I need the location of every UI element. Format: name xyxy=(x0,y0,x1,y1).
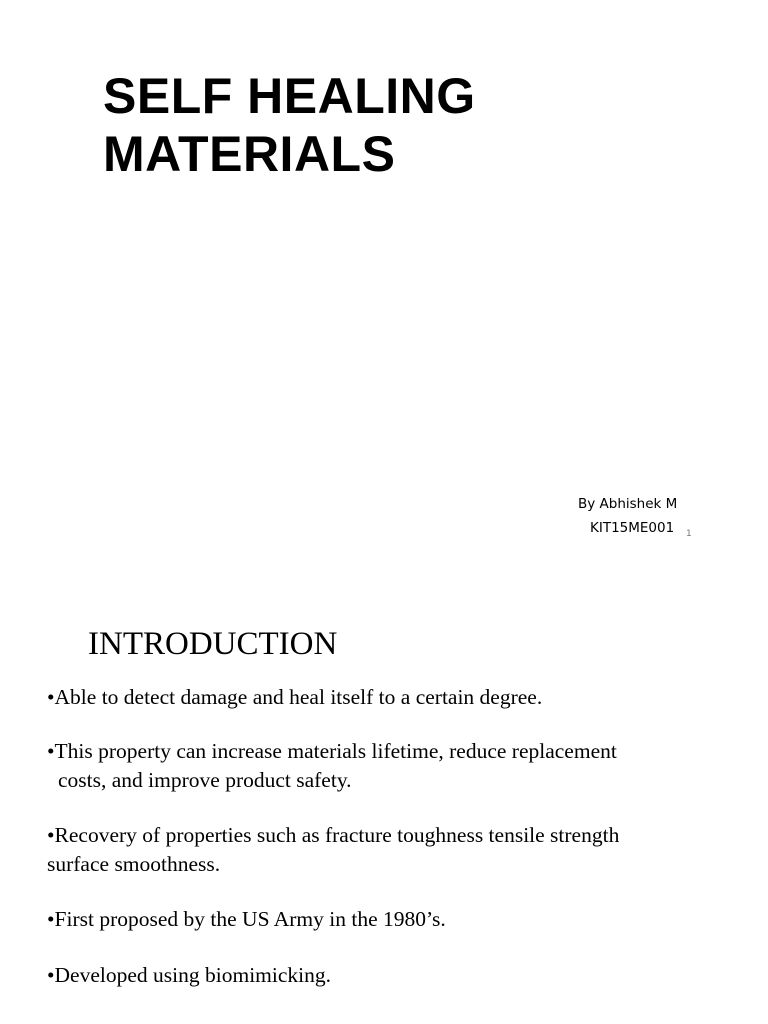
bullet-text-continuation: costs, and improve product safety. xyxy=(58,768,352,792)
bullet-item xyxy=(47,821,619,879)
introduction-slide xyxy=(0,560,768,1024)
bullet-item xyxy=(47,961,331,990)
slide-title-line-1: SELF HEALING xyxy=(103,68,476,124)
bullet-item xyxy=(47,905,446,934)
bullet-text: •Developed using biomimicking. xyxy=(47,963,332,987)
bullet-text: •This property can increase materials lifetime, reduce replacement xyxy=(47,739,617,763)
bullet-text-continuation: surface smoothness. xyxy=(47,852,221,876)
slide-heading: INTRODUCTION xyxy=(88,626,338,662)
bullet-item xyxy=(47,683,542,712)
slide-title-line-2: MATERIALS xyxy=(103,126,396,182)
bullet-text: •First proposed by the US Army in the 1980’s. xyxy=(47,907,446,931)
bullet-text: •Able to detect damage and heal itself to a certain degree. xyxy=(47,685,543,709)
bullet-text: •Recovery of properties such as fracture toughness tensile strength xyxy=(47,823,620,847)
slide-number: 1 xyxy=(686,529,692,539)
author-name: By Abhishek M xyxy=(578,496,678,512)
bullet-item xyxy=(47,737,617,795)
author-roll-number: KIT15ME001 xyxy=(590,520,675,536)
